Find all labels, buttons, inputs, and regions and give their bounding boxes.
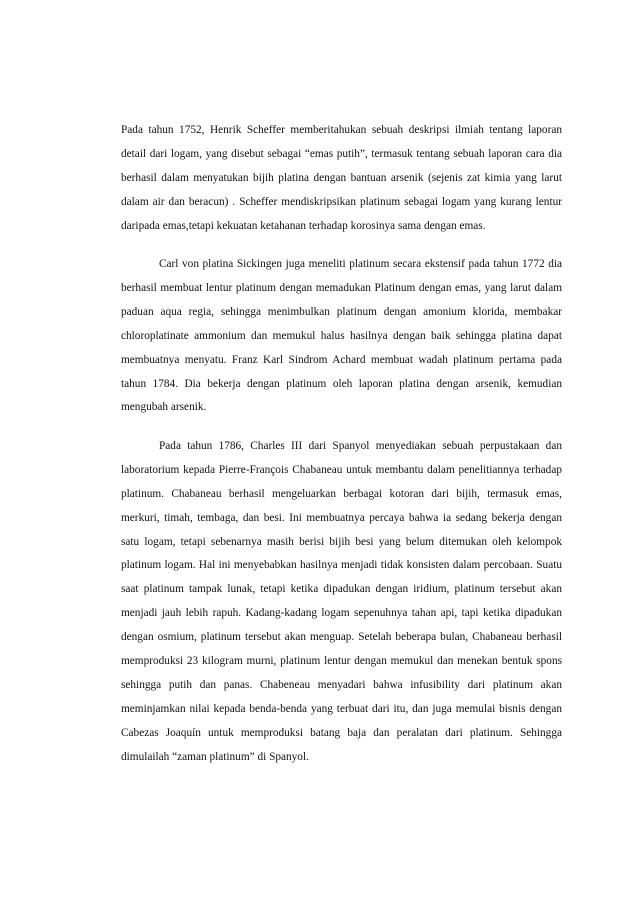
paragraph-sickingen: Carl von platina Sickingen juga meneliti platinum secara ekstensif pada tahun 1772 dia berhasil membuat lentur platinum dengan memadukan Platinum dengan emas, yang larut dalam paduan aqua regia, sehingga menimbulkan platinum dengan amonium klorida, membakar chloroplatinate ammonium dan memukul halus hasilnya dengan baik sehingga platina dapat membuatnya menyatu. Franz Karl Sindrom Achard membuat wadah platinum pertama pada tahun 1784. Dia bekerja dengan platinum oleh laporan platina dengan arsenik, kemudian mengubah arsenik. xyxy=(121,258,562,414)
paragraph-chabaneau: Pada tahun 1786, Charles III dari Spanyol menyediakan sebuah perpustakaan dan laboratorium kepada Pierre-François Chabaneau untuk membantu dalam penelitiannya terhadap platinum. Chabaneau berhasil mengeluarkan berbagai kotoran dari bijih, termasuk emas, merkuri, timah, tembaga, dan besi. Ini membuatnya percaya bahwa ia sedang bekerja dengan satu logam, tetapi sebenarnya masih berisi bijih besi yang belum ditemukan oleh kelompok platinum logam. Hal ini menyebabkan hasilnya menjadi tidak konsisten dalam percobaan. Suatu saat platinum tampak lunak, tetapi ketika dipadukan dengan iridium, platinum tersebut akan menjadi jauh lebih rapuh. Kadang-kadang logam sepenuhnya tahan api, tapi ketika dipadukan dengan osmium, platinum tersebut akan menguap. Setelah beberapa bulan, Chabaneau berhasil memproduksi 23 kilogram murni, platinum lentur dengan memukul dan menekan bentuk spons sehingga putih dan panas. Chabeneau menyadari bahwa infusibility dari platinum akan meminjamkan nilai kepada benda-benda yang terbuat dari itu, dan juga memulai bisnis dengan Cabezas Joaquín untuk memproduksi batang baja dan peralatan dari platinum. Sehingga dimulailah “zaman platinum” di Spanyol. xyxy=(121,439,562,763)
body-text xyxy=(121,119,562,770)
paragraph-scheffer: Pada tahun 1752, Henrik Scheffer memberitahukan sebuah deskripsi ilmiah tentang laporan detail dari logam, yang disebut sebagai “emas putih”, termasuk tentang sebuah laporan cara dia berhasil dalam menyatukan bijih platina dengan bantuan arsenik (sejenis zat kimia yang larut dalam air dan beracun) . Scheffer mendiskripsikan platinum sebagai logam yang kurang lentur daripada emas,tetapi kekuatan ketahanan terhadap korosinya sama dengan emas. xyxy=(121,124,562,232)
